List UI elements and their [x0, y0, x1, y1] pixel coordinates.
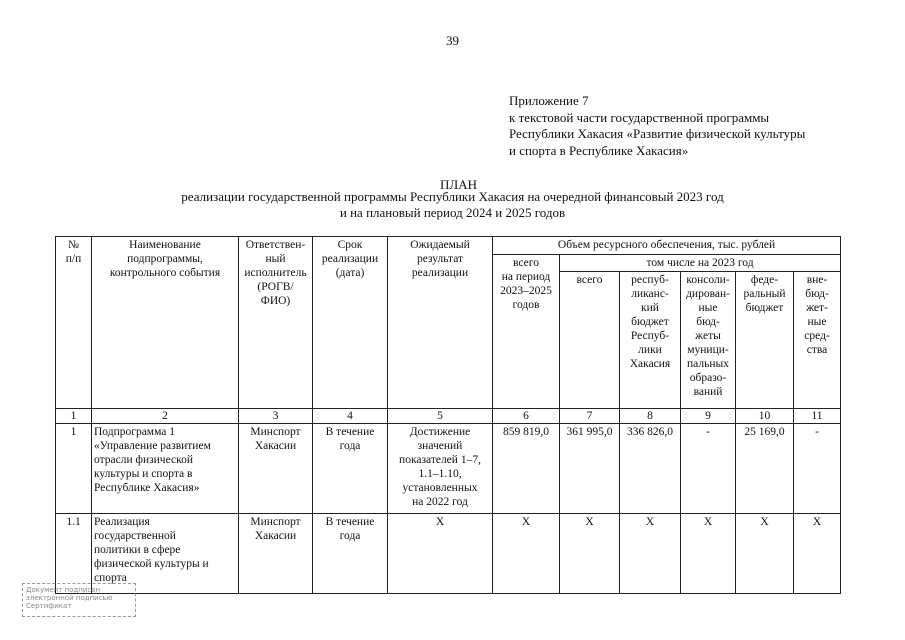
page-number: 39 — [446, 33, 459, 48]
appendix-line: к текстовой части государственной программы — [509, 109, 770, 125]
row-name: Реализация государственной политики в сфере физической культуры и спорта — [92, 514, 239, 594]
column-number: 8 — [620, 409, 681, 424]
header-result: Ожидаемый результат реализации — [388, 237, 493, 409]
column-number: 2 — [92, 409, 239, 424]
column-number: 3 — [239, 409, 313, 424]
row-federal: 25 169,0 — [736, 424, 794, 514]
header-offbudget-funds: вне- бюд- жет- ные сред- ства — [794, 272, 841, 409]
column-number: 1 — [56, 409, 92, 424]
header-total-2023: всего — [560, 272, 620, 409]
column-number: 7 — [560, 409, 620, 424]
header-incl-2023: том числе на 2023 год — [560, 255, 841, 272]
row-result: Достижение значений показателей 1–7, 1.1–1.10, установленных на 2022 год — [388, 424, 493, 514]
header-name: Наименование подпрограммы, контрольного события — [92, 237, 239, 409]
appendix-line: Приложение 7 — [509, 93, 589, 108]
column-number: 4 — [313, 409, 388, 424]
row-total-2023: Х — [560, 514, 620, 594]
header-term: Срок реализации (дата) — [313, 237, 388, 409]
document-subtitle — [0, 189, 905, 221]
subtitle-line: и на плановый период 2024 и 2025 годов — [339, 205, 566, 220]
row-term: В течение года — [313, 424, 388, 514]
subtitle-line: реализации государственной программы Республики Хакасия на очередной финансовый 2023 год — [181, 189, 724, 204]
plan-table — [55, 236, 841, 594]
header-executor: Ответствен- ный исполнитель (РОГВ/ ФИО) — [239, 237, 313, 409]
header-federal-budget: феде- ральный бюджет — [736, 272, 794, 409]
row-num: 1 — [56, 424, 92, 514]
row-consolidated: - — [681, 424, 736, 514]
row-offbudget: - — [794, 424, 841, 514]
header-total-period: всего на период 2023–2025 годов — [493, 255, 560, 409]
row-offbudget: Х — [794, 514, 841, 594]
column-number: 6 — [493, 409, 560, 424]
appendix-line: и спорта в Республике Хакасия» — [509, 142, 689, 158]
header-republic-budget: респуб- ликанс- кий бюджет Респуб- лики Хакасия — [620, 272, 681, 409]
row-federal: Х — [736, 514, 794, 594]
row-total: Х — [493, 514, 560, 594]
header-consolidated-budgets: консоли- дирован- ные бюд- жеты муници- пальных образо- ваний — [681, 272, 736, 409]
row-republic: 336 826,0 — [620, 424, 681, 514]
stamp-line: Сертификат — [26, 602, 72, 610]
appendix-line: Республики Хакасия «Развитие физической культуры — [509, 126, 806, 141]
column-number: 5 — [388, 409, 493, 424]
row-result: Х — [388, 514, 493, 594]
column-number-row — [56, 409, 841, 424]
document-title: ПЛАН — [440, 177, 477, 192]
row-name: Подпрограмма 1 «Управление развитием отрасли физической культуры и спорта в Республике Хакасия» — [92, 424, 239, 514]
column-number: 11 — [794, 409, 841, 424]
row-total-2023: 361 995,0 — [560, 424, 620, 514]
row-total: 859 819,0 — [493, 424, 560, 514]
row-executor: Минспорт Хакасии — [239, 424, 313, 514]
row-executor: Минспорт Хакасии — [239, 514, 313, 594]
appendix-note — [509, 93, 869, 159]
row-num: 1.1 — [56, 514, 92, 594]
column-number: 9 — [681, 409, 736, 424]
row-term: В течение года — [313, 514, 388, 594]
signature-stamp — [22, 583, 136, 617]
row-consolidated: Х — [681, 514, 736, 594]
header-resources: Объем ресурсного обеспечения, тыс. рублей — [493, 237, 841, 255]
column-number: 10 — [736, 409, 794, 424]
table-row — [56, 424, 841, 514]
stamp-line: Документ подписан — [26, 586, 101, 594]
stamp-line: электронной подписью — [26, 594, 113, 602]
table-row — [56, 514, 841, 594]
row-republic: Х — [620, 514, 681, 594]
header-num: № п/п — [56, 237, 92, 409]
